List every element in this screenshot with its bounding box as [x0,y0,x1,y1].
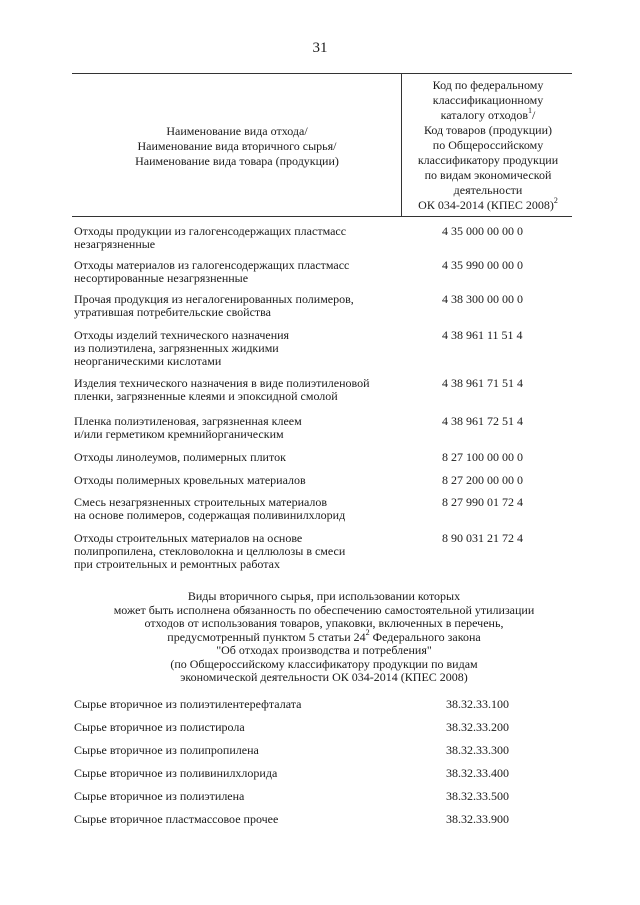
footnote-marker: 1 [528,106,533,115]
row-code: 4 35 990 00 00 0 [442,258,523,272]
header-line: Наименование вида товара (продукции) [135,154,339,168]
row-name-line: несортированные незагрязненные [74,271,249,285]
row-name-line: пленки, загрязненные клеями и эпоксидной смолой [74,389,338,403]
row-name-line: Смесь незагрязненных строительных материалов [74,495,328,509]
row-name [74,293,404,319]
row-code: 4 38 961 72 51 4 [442,414,523,428]
row-code: 38.32.33.400 [446,766,509,780]
footnote-marker: 2 [553,196,558,205]
row-code: 8 27 990 01 72 4 [442,495,523,509]
row-name: Сырье вторичное из полистирола [74,720,245,734]
row-name [74,415,404,441]
row-name: Сырье вторичное из полиэтилентерефталата [74,697,302,711]
table-row [74,259,574,293]
table-row [74,293,574,329]
table-row [74,766,574,789]
header-line: деятельности [453,183,523,197]
section-heading-line: экономической деятельности ОК 034-2014 (КПЕС 2008) [180,670,468,684]
header-line: по видам экономической [424,168,552,182]
row-code: 8 27 100 00 00 0 [442,450,523,464]
table-row [74,225,574,259]
column-header-name [74,124,400,169]
section-heading-line: отходов от использования товаров, упаковки, включенных в перечень, [144,616,504,630]
row-code: 4 38 961 11 51 4 [442,328,523,342]
table-row [74,329,574,377]
waste-table [74,225,574,574]
column-header-code [404,78,572,213]
header-line [404,198,572,213]
row-code: 38.32.33.200 [446,720,509,734]
table-row [74,415,574,451]
table-row [74,697,574,720]
header-line [404,108,572,123]
row-code: 38.32.33.500 [446,789,509,803]
row-name [74,474,404,487]
row-name: Сырье вторичное из поливинилхлорида [74,766,278,780]
row-name-line: Изделия технического назначения в виде полиэтиленовой [74,376,370,390]
row-name [74,451,404,464]
table-row [74,496,574,532]
table-header-top-rule [72,73,572,74]
row-name: Сырье вторичное пластмассовое прочее [74,812,279,826]
row-name-line: незагрязненные [74,237,156,251]
row-code: 4 38 961 71 51 4 [442,376,523,390]
row-name [74,496,404,522]
article-text: предусмотренный пунктом 5 статьи 24 [167,629,366,644]
row-name-line: из полиэтилена, загрязненных жидкими [74,341,279,355]
row-name-line: на основе полимеров, содержащая поливинилхлорид [74,508,346,522]
table-header-bottom-rule [72,216,572,217]
row-code: 38.32.33.300 [446,743,509,757]
article-text-after: Федерального закона [369,629,481,644]
section-heading-line: (по Общероссийскому классификатору продукции по видам [170,656,478,671]
header-line-text: каталогу отходов [440,108,529,122]
row-name-line: Отходы строительных материалов на основе [74,531,303,545]
table-row [74,377,574,415]
section-heading [74,590,574,685]
row-code: 8 27 200 00 00 0 [442,473,523,487]
row-name-line: и/или герметиком кремнийорганическим [74,427,284,441]
page-number: 31 [312,40,328,56]
row-name-line: утратившая потребительские свойства [74,305,272,319]
secondary-raw-materials-table [74,697,574,835]
table-row [74,789,574,812]
table-row [74,474,574,496]
row-name-line: Отходы материалов из галогенсодержащих пластмасс [74,258,350,272]
section-heading-line [74,627,574,645]
row-name: Сырье вторичное из полиэтилена [74,789,245,803]
row-name-line: при строительных и ремонтных работах [74,557,280,571]
header-line: классификационному [432,93,544,107]
row-name-line: Отходы изделий технического назначения [74,328,290,342]
table-header-column-divider [401,73,402,216]
table-row [74,532,574,574]
row-name-line: полипропилена, стекловолокна и целлюлозы в смеси [74,544,346,558]
header-line-suffix: / [532,108,536,122]
row-code: 8 90 031 21 72 4 [442,531,523,545]
header-line: Наименование вида отхода/ [166,124,308,138]
section-heading-line: Виды вторичного сырья, при использовании которых [187,589,461,603]
row-name: Сырье вторичное из полипропилена [74,743,259,757]
row-name [74,259,404,285]
header-line: Код по федеральному [432,78,544,92]
row-name-line: Пленка полиэтиленовая, загрязненная клеем [74,414,302,428]
row-name [74,329,404,368]
article-superscript: 2 [365,627,370,637]
header-line: Код товаров (продукции) [423,123,553,137]
row-code: 38.32.33.900 [446,812,509,826]
section-heading-line: "Об отходах производства и потребления" [216,643,432,657]
table-row [74,812,574,835]
row-name [74,225,404,251]
header-line: по Общероссийскому [432,138,544,152]
row-code: 4 38 300 00 00 0 [442,292,523,306]
row-name [74,377,404,403]
row-name-line: Прочая продукция из негалогенированных полимеров, [74,292,354,306]
table-row [74,720,574,743]
section-heading-line: может быть исполнена обязанность по обеспечению самостоятельной утилизации [113,602,535,617]
row-name-line: Отходы продукции из галогенсодержащих пластмасс [74,224,347,238]
row-name [74,532,404,571]
table-row [74,743,574,766]
row-name-line: неорганическими кислотами [74,354,222,368]
table-row [74,451,574,474]
header-line-text: ОК 034-2014 (КПЕС 2008) [418,198,554,212]
row-code: 38.32.33.100 [446,697,509,711]
header-line: Наименование вида вторичного сырья/ [137,139,337,153]
row-name-line: Отходы линолеумов, полимерных плиток [74,450,286,464]
row-code: 4 35 000 00 00 0 [442,224,523,238]
row-name-line: Отходы полимерных кровельных материалов [74,473,306,487]
header-line: классификатору продукции [417,153,559,167]
